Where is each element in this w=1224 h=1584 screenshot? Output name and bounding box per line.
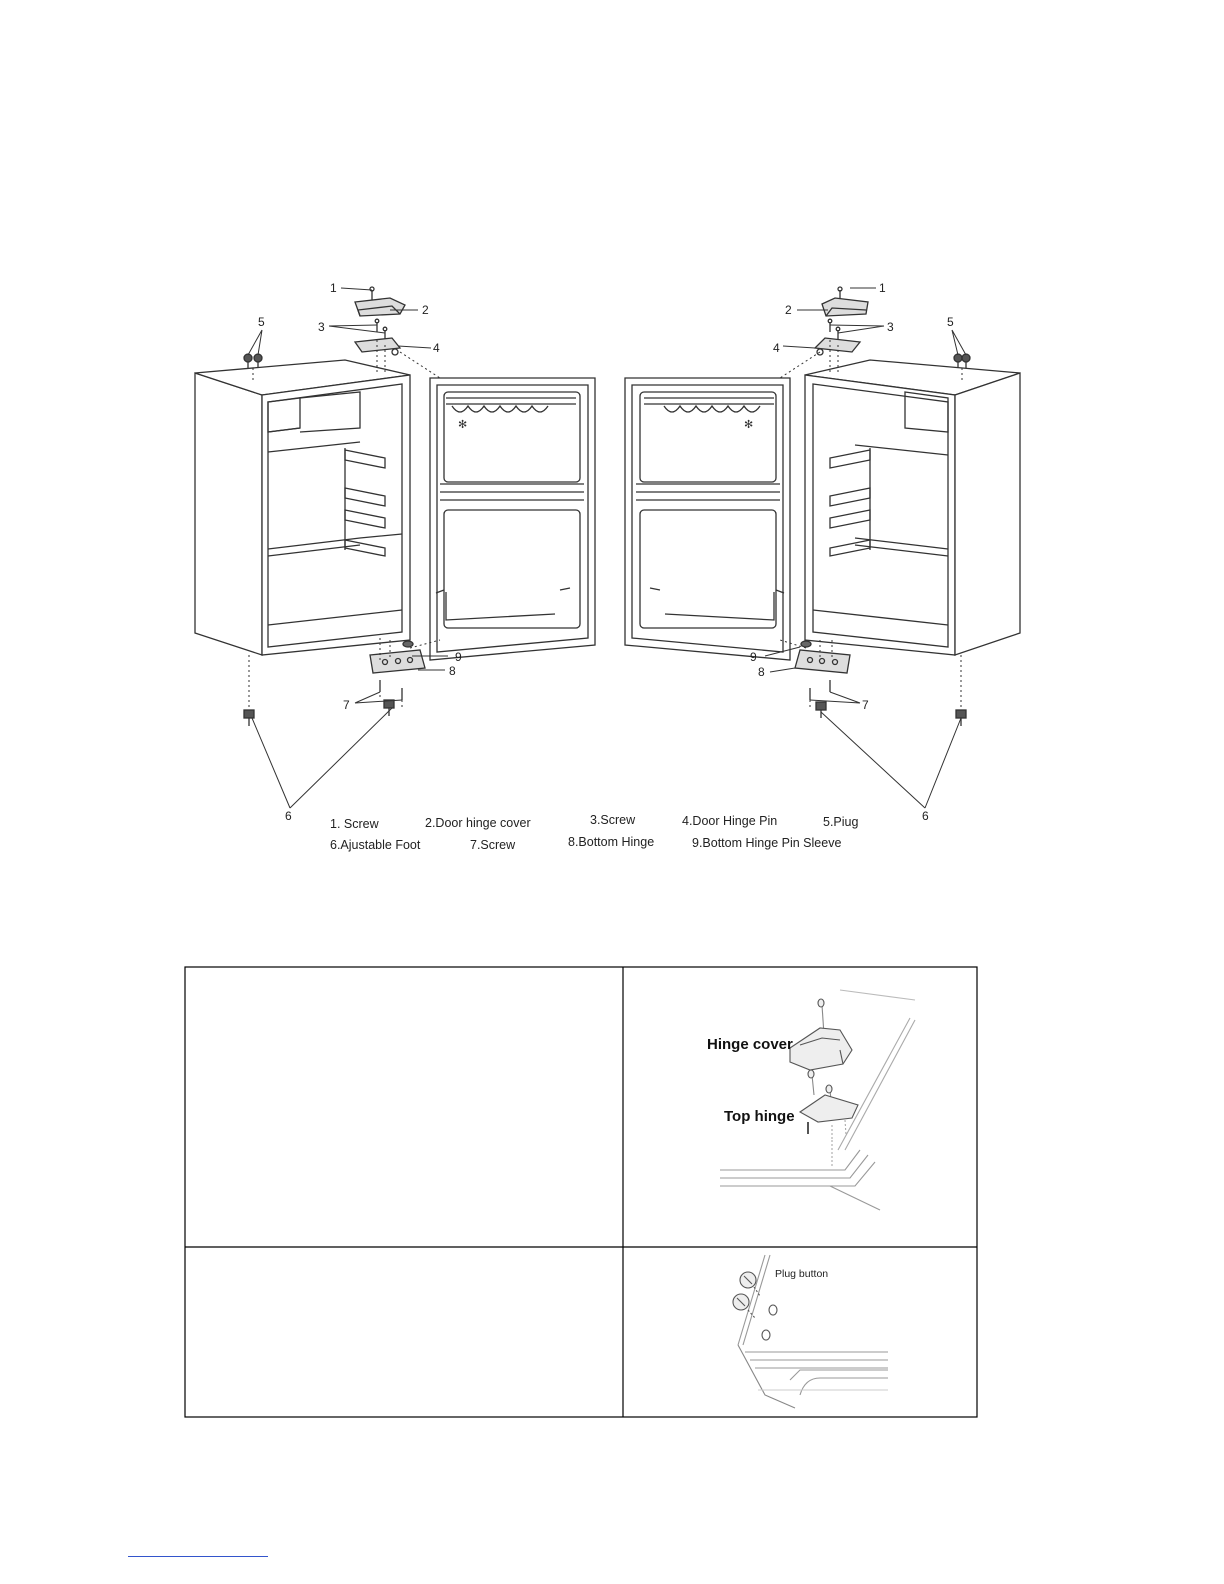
legend-door-hinge-cover: 2.Door hinge cover — [425, 816, 531, 830]
part-label-4-left: 4 — [433, 341, 440, 355]
legend-door-hinge-pin: 4.Door Hinge Pin — [682, 814, 778, 828]
legend-bottom-hinge: 8.Bottom Hinge — [568, 835, 655, 849]
footer-link-underline[interactable] — [128, 1556, 268, 1557]
part-label-5-right: 5 — [947, 315, 954, 329]
legend-bottom-hinge-pin-sleeve: 9.Bottom Hinge Pin Sleeve — [692, 836, 842, 850]
part-label-1-right: 1 — [879, 281, 886, 295]
right-cabinet — [805, 360, 1020, 655]
part-label-6-right: 6 — [922, 809, 929, 823]
part-label-8-right: 8 — [758, 665, 765, 679]
part-label-5-left: 5 — [258, 315, 265, 329]
plug-button-label: Plug button — [775, 1268, 829, 1280]
hinge-cover-label: Hinge cover — [707, 1036, 793, 1053]
part-label-9-left: 9 — [455, 650, 462, 664]
part-label-7-right: 7 — [862, 698, 869, 712]
legend-screw-3: 3.Screw — [590, 813, 636, 827]
legend-plug: 5.Piug — [823, 815, 859, 829]
legend-screw: 1. Screw — [330, 817, 379, 831]
legend-screw-7: 7.Screw — [470, 838, 516, 852]
left-cabinet — [195, 360, 410, 655]
part-label-3-left: 3 — [318, 320, 325, 334]
part-label-8-left: 8 — [449, 664, 456, 678]
part-label-4-right: 4 — [773, 341, 780, 355]
part-label-6-left: 6 — [285, 809, 292, 823]
parts-legend — [330, 813, 858, 852]
part-label-9-right: 9 — [750, 650, 757, 664]
part-label-1-left: 1 — [330, 281, 337, 295]
part-label-3-right: 3 — [887, 320, 894, 334]
svg-text:✻: ✻ — [744, 419, 754, 431]
part-label-2-right: 2 — [785, 303, 792, 317]
part-label-2-left: 2 — [422, 303, 429, 317]
top-hinge-label: Top hinge — [724, 1108, 795, 1125]
left-door — [430, 378, 595, 660]
right-door — [625, 378, 790, 660]
part-label-7-left: 7 — [343, 698, 350, 712]
instruction-table — [185, 967, 977, 1417]
svg-text:✻: ✻ — [458, 419, 468, 431]
legend-adjustable-foot: 6.Ajustable Foot — [330, 838, 421, 852]
